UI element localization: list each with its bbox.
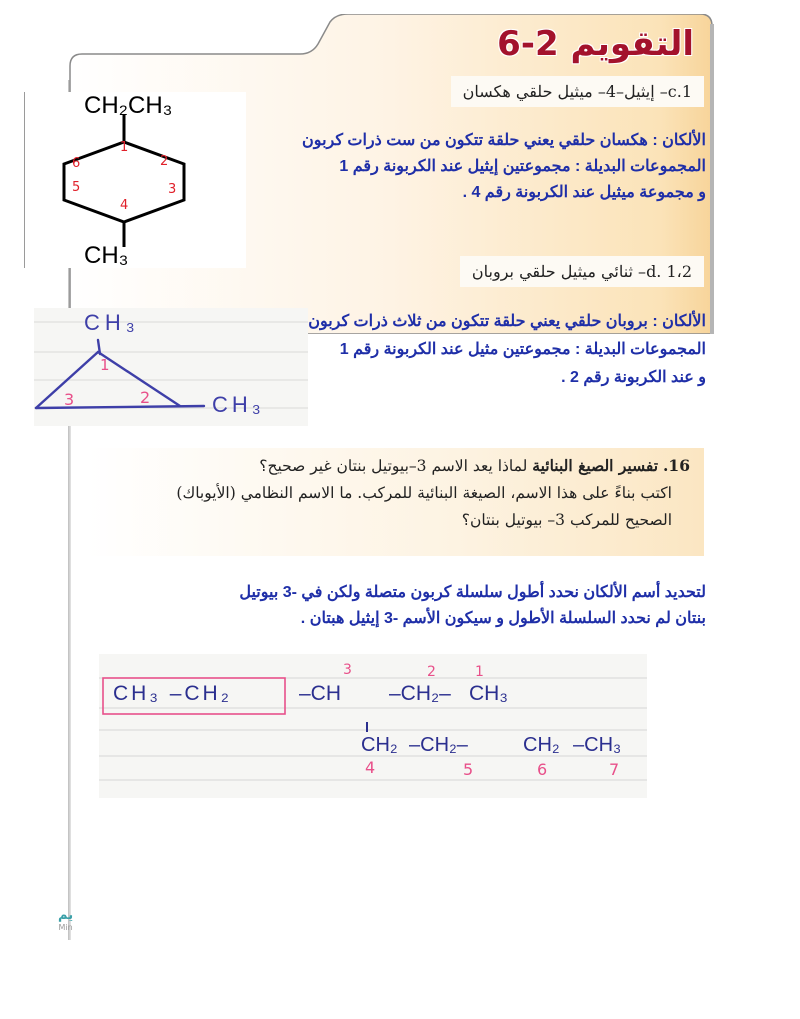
answer-16-line: لتحديد أسم الألكان نحدد أطول سلسلة كربون متصلة ولكن في -3 بيوتيل [239, 584, 706, 601]
chain-ch2: –CH₂– [389, 682, 451, 705]
question-c-label: c.1– إيثيل–4– ميثيل حلقي هكسان [451, 76, 704, 107]
diagram-border-line [24, 92, 25, 268]
answer-c-line: المجموعات البديلة : مجموعتين إيثيل عند الكربونة رقم 1 [339, 158, 706, 175]
ring-number-2: 2 [160, 154, 169, 169]
question-16 [86, 448, 704, 556]
logo-glyph: يم [58, 908, 74, 923]
branch-ch2: CH₂ [361, 734, 398, 756]
answer-16-line: بنتان لم نحدد السلسلة الأطول و سيكون الأسم -3 إيثيل هبتان . [300, 610, 706, 627]
question-16-heading: تفسير الصيغ البنائية [532, 456, 659, 475]
section-title: التقويم 2-6 [497, 24, 694, 64]
answer-d-line: و عند الكربونة رقم 2 . [561, 369, 706, 386]
question-16-number: 16. [663, 456, 690, 475]
ring-number-5: 5 [72, 180, 81, 195]
answer-c-line: الألكان : هكسان حلقي يعني حلقة تتكون من ست ذرات كربون [302, 132, 706, 149]
cyclohexane-diagram [26, 92, 246, 268]
branch-ch2-third: CH₂ [523, 734, 560, 756]
ring-number-6: 6 [72, 156, 81, 171]
answer-d [308, 308, 706, 392]
ring-number-1: 1 [100, 356, 110, 374]
question-16-line-3: الصحيح للمركب 3– بيوتيل بنتان؟ [461, 511, 672, 529]
cyclopropane-right-methyl: CH₃ [212, 392, 265, 417]
ring-number-4: 4 [120, 198, 129, 213]
methyl-group-label: CH₃ [84, 242, 129, 268]
carbon-number-6: 6 [537, 760, 548, 779]
carbon-number-3: 3 [343, 662, 352, 678]
carbon-number-4: 4 [365, 758, 376, 777]
ring-number-3: 3 [64, 390, 75, 409]
question-d-label: d. 1،2– ثنائي ميثيل حلقي بروبان [460, 256, 704, 287]
logo-text: Min [58, 923, 73, 932]
chain-ch: –CH [299, 682, 342, 705]
question-16-line-1 [86, 452, 690, 480]
carbon-number-7: 7 [609, 760, 620, 779]
cyclopropane-sketch [34, 308, 308, 426]
ring-number-3: 3 [168, 182, 177, 197]
answer-c-line: و مجموعة ميثيل عند الكربونة رقم 4 . [462, 184, 706, 201]
question-16-text: لماذا يعد الاسم 3–بيوتيل بنتان غير صحيح؟ [259, 457, 528, 475]
branch-ch3: –CH₃ [573, 734, 622, 756]
question-16-line-2: اكتب بناءً على هذا الاسم، الصيغة البنائية للمركب. ما الاسم النظامي (الأيوباك) [176, 484, 672, 502]
branch-ch2-second: –CH₂– [409, 734, 468, 756]
ring-number-1: 1 [120, 140, 129, 155]
carbon-number-5: 5 [463, 760, 474, 779]
ethylheptane-sketch [99, 654, 647, 798]
boxed-ethyl-group: CH₃ –CH₂ [113, 682, 232, 705]
carbon-number-2: 2 [427, 664, 436, 680]
answer-d-line: المجموعات البديلة : مجموعتين مثيل عند الكربونة رقم 1 [339, 341, 706, 358]
cyclopropane-top-methyl: CH₃ [84, 310, 140, 335]
carbon-number-1: 1 [475, 664, 484, 680]
ethyl-group-label: CH₂CH₃ [84, 92, 173, 119]
publisher-logo [58, 908, 73, 932]
ring-number-2: 2 [140, 388, 151, 407]
answer-d-line: الألكان : بروبان حلقي يعني حلقة تتكون من ثلاث ذرات كربون [308, 313, 706, 330]
answer-c [302, 128, 706, 206]
answer-16 [239, 580, 706, 632]
chain-ch3: CH₃ [469, 682, 508, 705]
